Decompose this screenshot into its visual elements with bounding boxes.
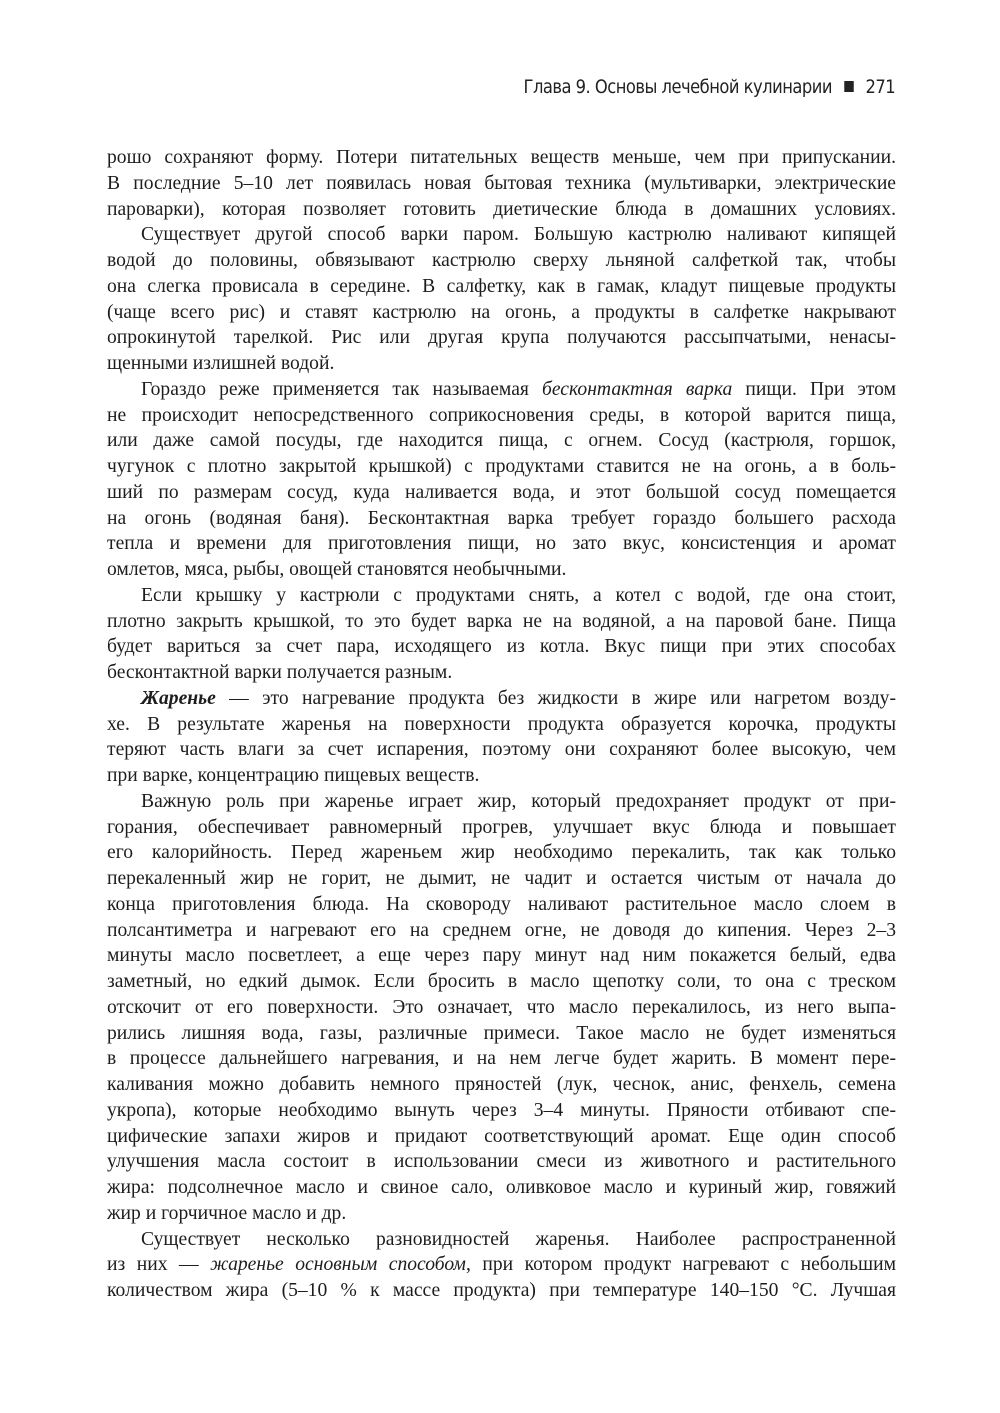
- text-segment: количеством жира (5–10 % к массе продукта) при температуре 140–150 °C. Лучшая: [107, 1280, 896, 1301]
- paragraph: [107, 222, 896, 377]
- text-segment: отскочит от его поверхности. Это означает, что масло перекалилось, из него выпа-: [107, 996, 896, 1018]
- page-body-text: [107, 145, 896, 1304]
- text-line: [107, 686, 896, 712]
- emphasized-term: Жаренье: [141, 687, 216, 709]
- text-segment: конца приготовления блюда. На сковороду наливают растительное масло слоем в: [107, 893, 896, 915]
- text-segment: пищи. При этом: [732, 378, 896, 400]
- text-segment: рошо сохраняют форму. Потери питательных веществ меньше, чем при припускании.: [107, 147, 896, 168]
- text-segment: перекаленный жир не горит, не дымит, не чадит и остается чистым от начала до: [107, 868, 896, 889]
- text-line: [107, 1072, 896, 1098]
- text-segment: улучшения масла состоит в использовании смеси из животного и растительного: [107, 1151, 896, 1173]
- text-segment: горания, обеспечивает равномерный прогрев, улучшает вкус блюда и повышает: [107, 816, 896, 838]
- text-segment: Важную роль при жаренье играет жир, который предохраняет продукт от при-: [141, 790, 896, 812]
- text-segment: его калорийность. Перед жареньем жир необходимо перекалить, так как только: [107, 842, 896, 864]
- text-segment: заметный, но едкий дымок. Если бросить в масло щепотку соли, то она с треском: [107, 971, 896, 992]
- text-segment: Гораздо реже применяется так называемая: [141, 378, 542, 400]
- paragraph: [107, 789, 896, 1227]
- text-line: [107, 712, 896, 738]
- text-segment: — это нагревание продукта без жидкости в жире или нагретом возду-: [215, 687, 896, 709]
- text-line: [107, 428, 896, 454]
- text-line: [107, 660, 896, 686]
- chapter-title: Глава 9. Основы лечебной кулинарии: [523, 76, 832, 98]
- text-line: [107, 789, 896, 815]
- text-segment: водой до половины, обвязывают кастрюлю сверху льняной салфеткой так, чтобы: [107, 250, 896, 271]
- text-segment: или даже самой посуды, где находится пища, с огнем. Сосуд (кастрюля, горшок,: [107, 430, 896, 452]
- emphasized-term: жаренье основным способом: [210, 1254, 466, 1276]
- text-segment: Существует другой способ варки паром. Большую кастрюлю наливают кипящей: [141, 224, 896, 246]
- text-segment: ший по размерам сосуд, куда наливается вода, и этот большой сосуд помещается: [107, 481, 896, 503]
- text-line: [107, 969, 896, 995]
- page-number: 271: [865, 76, 895, 98]
- text-segment: цифические запахи жиров и придают соответствующий аромат. Еще один способ: [107, 1125, 896, 1147]
- text-line: [107, 1252, 896, 1278]
- text-line: [107, 325, 896, 351]
- text-segment: опрокинутой тарелкой. Рис или другая крупа получаются рассыпчатыми, ненасы-: [107, 327, 896, 349]
- text-line: [107, 1046, 896, 1072]
- paragraph: [107, 377, 896, 583]
- text-segment: рились лишняя вода, газы, различные примеси. Такое масло не будет изменяться: [107, 1022, 896, 1044]
- text-segment: омлетов, мяса, рыбы, овощей становятся необычными.: [107, 559, 567, 580]
- text-segment: бесконтактной варки получается разным.: [107, 662, 453, 683]
- square-bullet-icon: [844, 81, 853, 92]
- text-segment: каливания можно добавить немного пряностей (лук, чеснок, анис, фенхель, семена: [107, 1074, 896, 1095]
- text-line: [107, 1227, 896, 1253]
- text-segment: В последние 5–10 лет появилась новая бытовая техника (мультиварки, электрические: [107, 172, 896, 194]
- text-segment: пароварки), которая позволяет готовить диетические блюда в домашних условиях.: [107, 198, 896, 220]
- text-segment: жир и горчичное масло и др.: [107, 1202, 347, 1224]
- text-line: [107, 531, 896, 557]
- text-line: [107, 1124, 896, 1150]
- text-line: [107, 1098, 896, 1124]
- text-line: [107, 145, 896, 171]
- text-segment: не происходит непосредственного соприкосновения среды, в которой варится пища,: [107, 404, 896, 426]
- text-segment: , при котором продукт нагревают с небольшим: [465, 1254, 896, 1276]
- text-line: [107, 351, 896, 377]
- text-line: [107, 274, 896, 300]
- text-line: [107, 403, 896, 429]
- text-line: [107, 222, 896, 248]
- text-line: [107, 815, 896, 841]
- text-segment: Если крышку у кастрюли с продуктами снять, а котел с водой, где она стоит,: [141, 584, 896, 606]
- text-line: [107, 737, 896, 763]
- paragraph: [107, 583, 896, 686]
- text-segment: Существует несколько разновидностей жаренья. Наиболее распространенной: [141, 1228, 896, 1250]
- text-line: [107, 866, 896, 892]
- text-line: [107, 248, 896, 274]
- paragraph: [107, 145, 896, 222]
- text-line: [107, 557, 896, 583]
- text-line: [107, 377, 896, 403]
- paragraph: [107, 686, 896, 789]
- text-line: [107, 1175, 896, 1201]
- running-header: [523, 76, 895, 98]
- text-line: [107, 506, 896, 532]
- text-segment: жира: подсолнечное масло и свиное сало, оливковое масло и куриный жир, говяжий: [107, 1177, 896, 1198]
- text-line: [107, 1021, 896, 1047]
- text-segment: тепла и времени для приготовления пищи, но зато вкус, консистенция и аромат: [107, 533, 896, 555]
- text-line: [107, 300, 896, 326]
- text-segment: полсантиметра и нагревают его на среднем огне, не доводя до кипения. Через 2–3: [107, 919, 896, 941]
- text-segment: укропа), которые необходимо вынуть через 3–4 минуты. Пряности отбивают спе-: [107, 1099, 896, 1121]
- text-line: [107, 634, 896, 660]
- text-segment: плотно закрыть крышкой, то это будет варка не на водяной, а на паровой бане. Пища: [107, 610, 896, 632]
- text-segment: (чаще всего рис) и ставят кастрюлю на огонь, а продукты в салфетке накрывают: [107, 301, 896, 323]
- text-line: [107, 840, 896, 866]
- text-line: [107, 1201, 896, 1227]
- text-line: [107, 763, 896, 789]
- text-line: [107, 943, 896, 969]
- text-segment: щенными излишней водой.: [107, 353, 335, 374]
- text-line: [107, 609, 896, 635]
- text-segment: из них —: [107, 1254, 211, 1276]
- text-line: [107, 995, 896, 1021]
- text-line: [107, 918, 896, 944]
- text-segment: теряют часть влаги за счет испарения, поэтому они сохраняют более высокую, чем: [107, 739, 896, 761]
- paragraph: [107, 1227, 896, 1304]
- text-line: [107, 1149, 896, 1175]
- text-line: [107, 171, 896, 197]
- text-segment: минуты масло посветлеет, а еще через пару минут над ним покажется белый, едва: [107, 945, 896, 967]
- text-line: [107, 454, 896, 480]
- text-segment: при варке, концентрацию пищевых веществ.: [107, 765, 480, 786]
- text-line: [107, 480, 896, 506]
- text-line: [107, 197, 896, 223]
- text-segment: чугунок с плотно закрытой крышкой) с продуктами ставится не на огонь, а в боль-: [107, 456, 896, 477]
- text-line: [107, 892, 896, 918]
- text-segment: в процессе дальнейшего нагревания, и на нем легче будет жарить. В момент пере-: [107, 1048, 896, 1070]
- text-segment: на огонь (водяная баня). Бесконтактная варка требует гораздо большего расхода: [107, 507, 896, 529]
- text-line: [107, 1278, 896, 1304]
- text-segment: будет вариться за счет пара, исходящего из котла. Вкус пищи при этих способах: [107, 636, 896, 658]
- text-segment: она слегка провисала в середине. В салфетку, как в гамак, кладут пищевые продукты: [107, 275, 896, 297]
- emphasized-term: бесконтактная варка: [542, 378, 733, 400]
- text-segment: хе. В результате жаренья на поверхности продукта образуется корочка, продукты: [107, 713, 896, 735]
- text-line: [107, 583, 896, 609]
